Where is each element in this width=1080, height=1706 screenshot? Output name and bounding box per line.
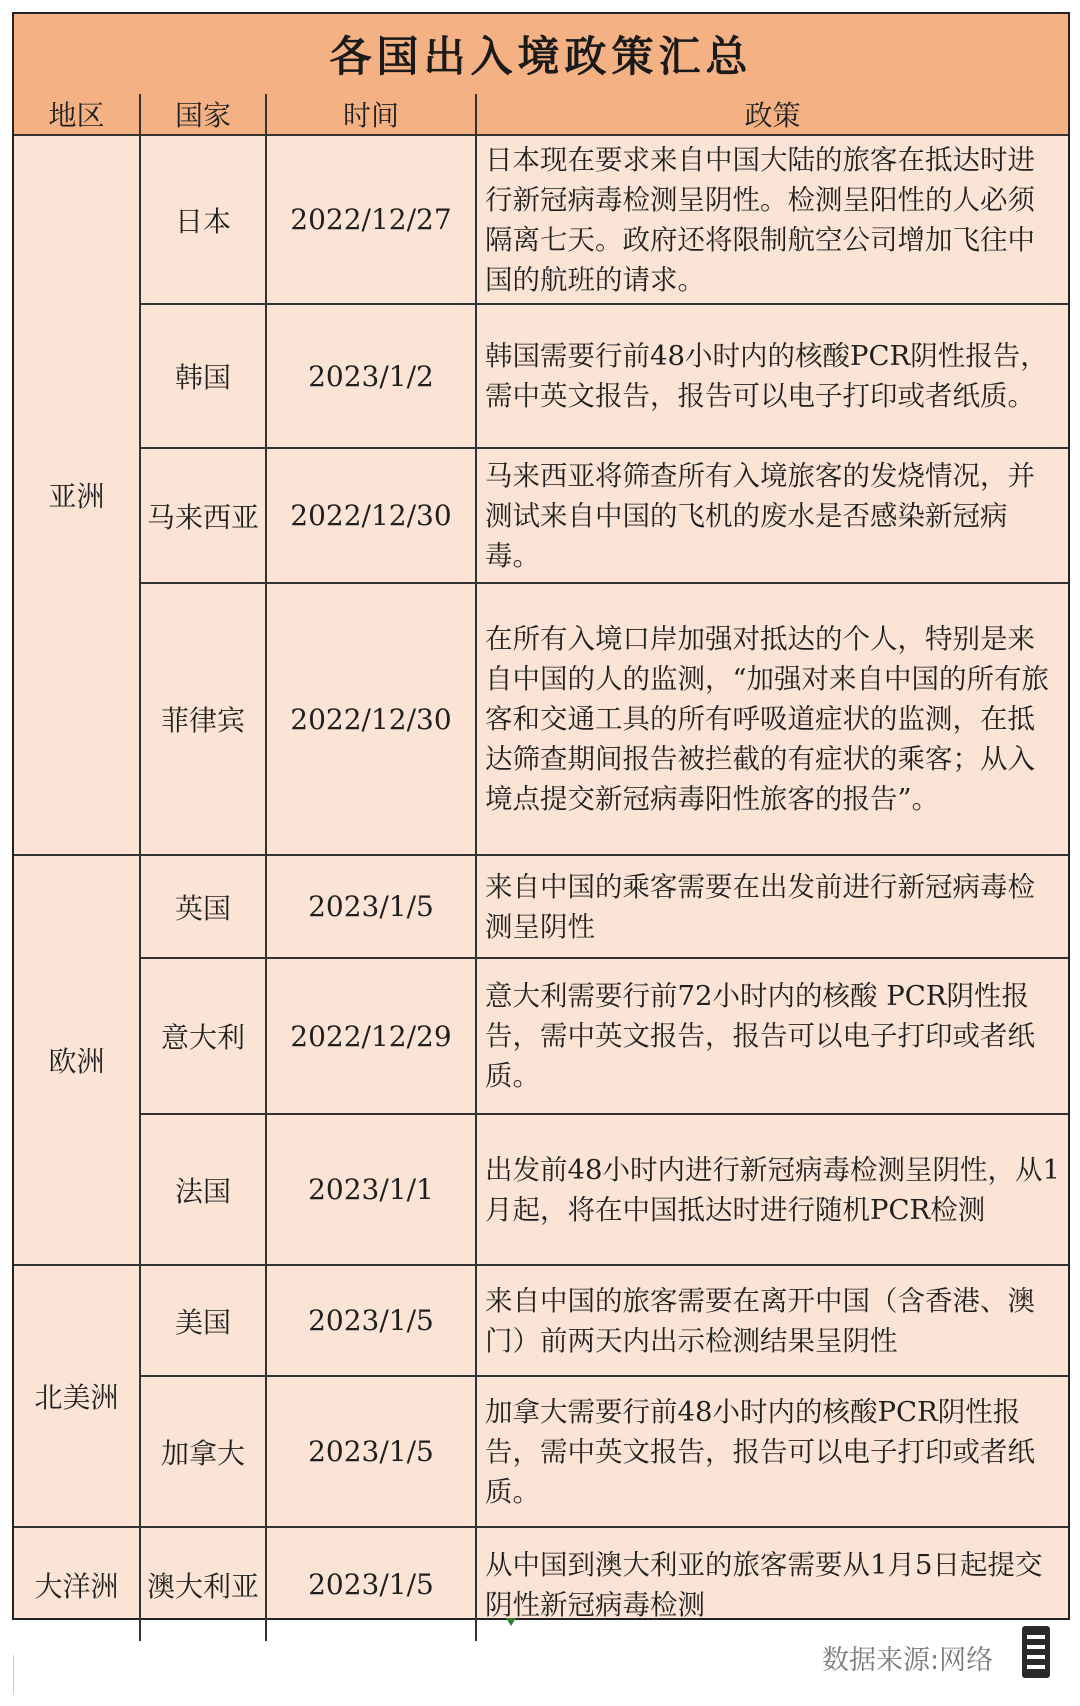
policy-cell: 意大利需要行前72小时内的核酸 PCR阴性报告，需中英文报告，报告可以电子打印或者纸质。 — [476, 958, 1068, 1114]
country-cell: 英国 — [140, 855, 266, 958]
policy-cell: 来自中国的旅客需要在离开中国（含香港、澳门）前两天内出示检测结果呈阴性 — [476, 1265, 1068, 1376]
date-cell: 2022/12/29 — [266, 958, 476, 1114]
table-row — [14, 583, 1068, 855]
country-cell: 韩国 — [140, 304, 266, 448]
policy-table — [14, 94, 1068, 1641]
header-date: 时间 — [266, 94, 476, 135]
date-cell: 2022/12/30 — [266, 448, 476, 583]
edge-line — [13, 1655, 14, 1695]
sheet-title: 各国出入境政策汇总 — [14, 14, 1068, 96]
policy-cell: 加拿大需要行前48小时内的核酸PCR阴性报告，需中英文报告，报告可以电子打印或者纸质。 — [476, 1376, 1068, 1527]
date-cell: 2023/1/2 — [266, 304, 476, 448]
country-cell: 菲律宾 — [140, 583, 266, 855]
country-cell: 马来西亚 — [140, 448, 266, 583]
country-cell: 澳大利亚 — [140, 1527, 266, 1641]
policy-cell: 日本现在要求来自中国大陆的旅客在抵达时进行新冠病毒检测呈阴性。检测呈阳性的人必须隔离七天。政府还将限制航空公司增加飞往中国的航班的请求。 — [476, 135, 1068, 304]
country-cell: 美国 — [140, 1265, 266, 1376]
region-cell: 大洋洲 — [14, 1527, 140, 1641]
table-row — [14, 958, 1068, 1114]
date-cell: 2023/1/5 — [266, 1527, 476, 1641]
policy-cell: 在所有入境口岸加强对抵达的个人，特别是来自中国的人的监测，“加强对来自中国的所有旅客和交通工具的所有呼吸道症状的监测，在抵达筛查期间报告被拦截的有症状的乘客；从入境点提交新冠病毒阳性旅客的报告”。 — [476, 583, 1068, 855]
table-row — [14, 1114, 1068, 1265]
policy-cell: 马来西亚将筛查所有入境旅客的发烧情况，并测试来自中国的飞机的废水是否感染新冠病毒。 — [476, 448, 1068, 583]
date-cell: 2023/1/5 — [266, 1376, 476, 1527]
header-country: 国家 — [140, 94, 266, 135]
date-cell: 2023/1/5 — [266, 855, 476, 958]
brand-logo-icon — [1022, 1626, 1050, 1678]
header-row — [14, 94, 1068, 135]
date-cell: 2022/12/30 — [266, 583, 476, 855]
country-cell: 意大利 — [140, 958, 266, 1114]
policy-sheet — [12, 12, 1070, 1620]
region-cell: 亚洲 — [14, 135, 140, 855]
source-note: 数据来源:网络 — [822, 1645, 994, 1676]
cell-marker-icon — [506, 1618, 516, 1626]
table-row — [14, 304, 1068, 448]
region-cell: 欧洲 — [14, 855, 140, 1265]
table-row — [14, 448, 1068, 583]
country-cell: 法国 — [140, 1114, 266, 1265]
date-cell: 2023/1/5 — [266, 1265, 476, 1376]
country-cell: 加拿大 — [140, 1376, 266, 1527]
header-policy: 政策 — [476, 94, 1068, 135]
table-row — [14, 1376, 1068, 1527]
table-row — [14, 1265, 1068, 1376]
policy-cell: 出发前48小时内进行新冠病毒检测呈阴性，从1月起，将在中国抵达时进行随机PCR检测 — [476, 1114, 1068, 1265]
policy-cell: 从中国到澳大利亚的旅客需要从1月5日起提交阴性新冠病毒检测 — [476, 1527, 1068, 1641]
date-cell: 2023/1/1 — [266, 1114, 476, 1265]
table-row — [14, 135, 1068, 304]
region-cell: 北美洲 — [14, 1265, 140, 1527]
policy-cell: 韩国需要行前48小时内的核酸PCR阴性报告，需中英文报告，报告可以电子打印或者纸质。 — [476, 304, 1068, 448]
policy-cell: 来自中国的乘客需要在出发前进行新冠病毒检测呈阴性 — [476, 855, 1068, 958]
header-region: 地区 — [14, 94, 140, 135]
date-cell: 2022/12/27 — [266, 135, 476, 304]
country-cell: 日本 — [140, 135, 266, 304]
table-row — [14, 855, 1068, 958]
table-row — [14, 1527, 1068, 1641]
